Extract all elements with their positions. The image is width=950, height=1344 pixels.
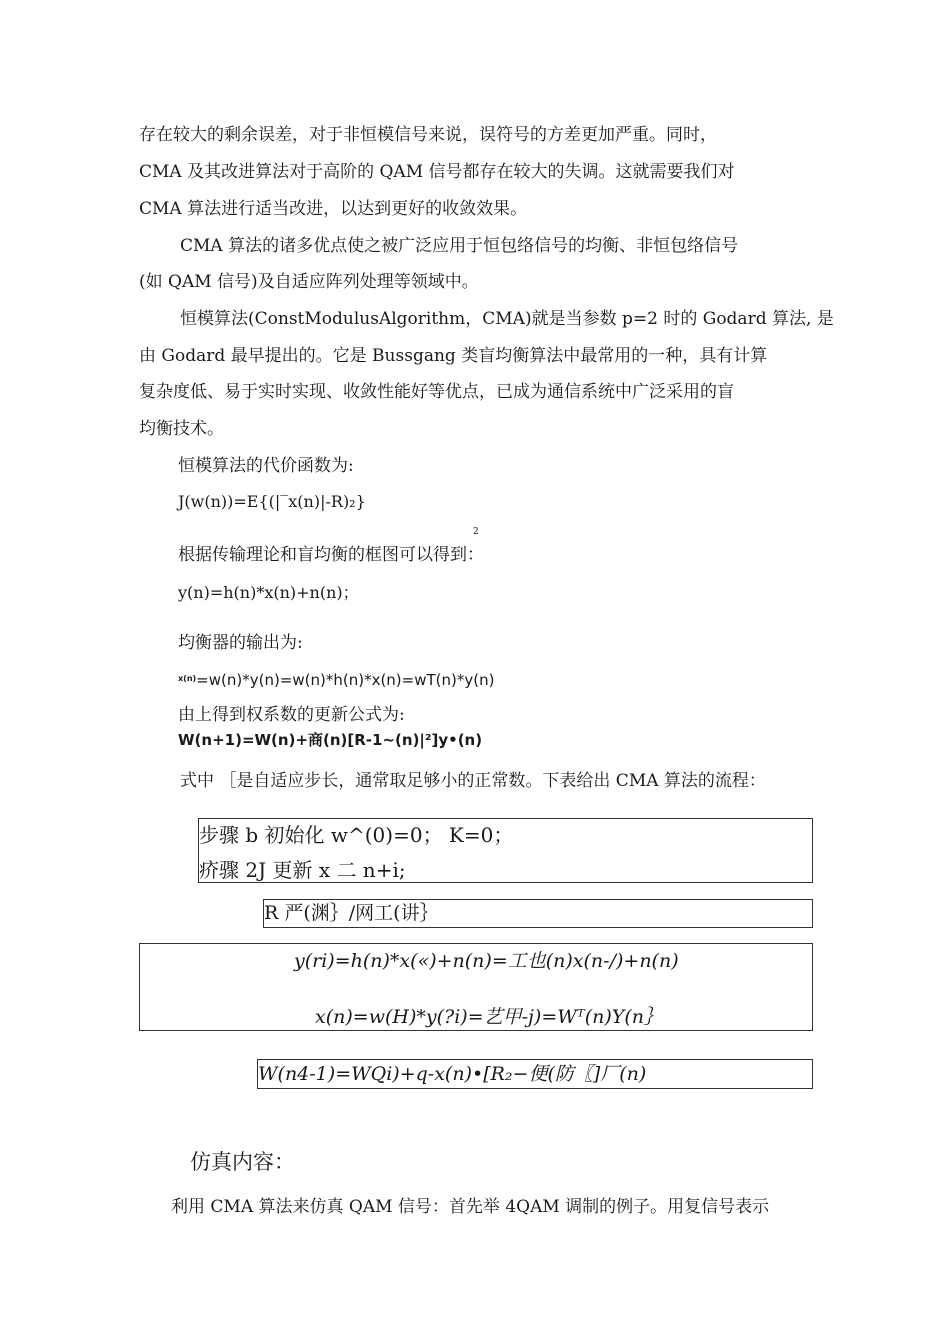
paragraph-1-line-1: 存在较大的剩余误差，对于非恒模信号来说，误符号的方差更加严重。同时， <box>139 125 717 145</box>
equalizer-output-prefix: x(n) <box>178 674 197 683</box>
paragraph-2-line-2: (如 QAM 信号)及自适应阵列处理等领域中。 <box>139 272 479 292</box>
equalizer-output-label: 均衡器的输出为: <box>178 633 303 653</box>
algorithm-step-init: 步骤 b 初始化 w^(0)=0； K=0； <box>199 823 514 847</box>
equation-box <box>139 943 813 1031</box>
simulation-text: 利用 CMA 算法来仿真 QAM 信号：首先举 4QAM 调制的例子。用复信号表示 <box>171 1197 770 1217</box>
update-formula: W(n+1)=W(n)+商(n)[R-1~(n)|²]y•(n) <box>178 731 483 749</box>
update-formula-label: 由上得到权系数的更新公式为: <box>178 705 405 725</box>
equalizer-equation: x(n)=w(H)*y(?i)=艺甲-j)=Wᵀ(n)Y(n｝ <box>315 1006 664 1028</box>
paragraph-3-line-3: 复杂度低、易于实时实现、收敛性能好等优点，已成为通信系统中广泛采用的盲 <box>139 382 734 402</box>
cost-function-label: 恒模算法的代价函数为: <box>178 456 354 476</box>
weight-update-box <box>257 1059 813 1089</box>
algorithm-row-text: R 严(渊｝/网工(讲｝ <box>264 902 439 924</box>
channel-equation: y(ri)=h(n)*x(«)+n(n)=工也(n)x(n-/)+n(n) <box>294 950 679 972</box>
cost-function-superscript: 2 <box>473 527 479 537</box>
algorithm-step-box <box>198 818 813 883</box>
paragraph-1-line-2: CMA 及其改进算法对于高阶的 QAM 信号都存在较大的失调。这就需要我们对 <box>139 162 735 182</box>
algorithm-step-update: 疥骤 2J 更新 x 二 n+i; <box>199 858 406 882</box>
paragraph-2-line-1: CMA 算法的诸多优点使之被广泛应用于恒包络信号的均衡、非恒包络信号 <box>180 236 739 256</box>
simulation-title: 仿真内容： <box>190 1150 295 1174</box>
weight-update-equation: W(n4-1)=WQi)+q-x(n)•[R₂−便(防〖]厂(n) <box>258 1063 647 1085</box>
paragraph-3-line-4: 均衡技术。 <box>139 419 224 439</box>
equalizer-output-expression: =w(n)*y(n)=w(n)*h(n)*x(n)=wT(n)*y(n) <box>196 671 495 689</box>
paragraph-3-line-2: 由 Godard 最早提出的。它是 Bussgang 类盲均衡算法中最常用的一种，具有计算 <box>139 346 768 366</box>
frame-derivation-text: 根据传输理论和盲均衡的框图可以得到： <box>178 545 484 565</box>
step-size-note: 式中 ［是自适应步长，通常取足够小的正常数。下表给出 CMA 算法的流程： <box>180 771 766 791</box>
cost-function-formula: J(w(n))=E{(|‾x(n)|-R)₂} <box>178 492 366 511</box>
algorithm-row-box <box>263 899 813 928</box>
paragraph-3-line-1: 恒模算法(ConstModulusAlgorithm，CMA)就是当参数 p=2 时的 Godard 算法, 是 <box>180 309 834 329</box>
equalizer-output-formula <box>178 668 494 691</box>
channel-output-formula: y(n)=h(n)*x(n)+n(n)； <box>178 583 359 602</box>
paragraph-1-line-3: CMA 算法进行适当改进，以达到更好的收敛效果。 <box>139 199 528 219</box>
